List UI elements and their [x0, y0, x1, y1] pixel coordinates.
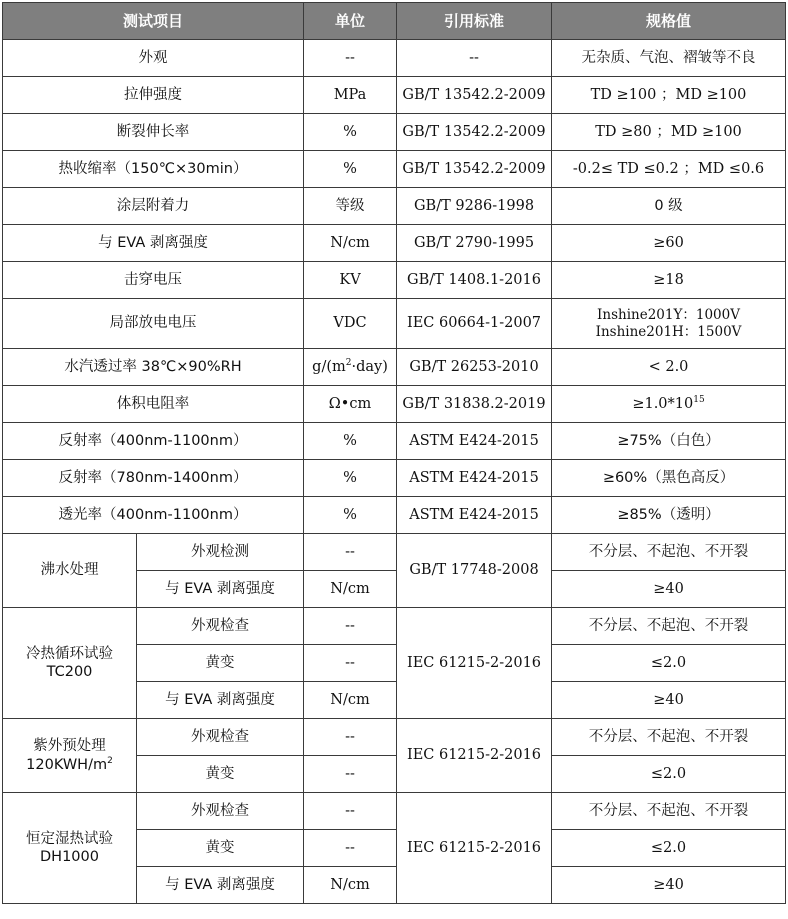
standard-cell: ASTM E424-2015	[397, 497, 552, 534]
group-name-text: 120KWH/m	[26, 756, 108, 773]
item-cell: 拉伸强度	[3, 77, 304, 114]
table-row	[3, 225, 786, 262]
spec-cell: ≤2.0	[552, 756, 786, 793]
group-name-cell	[3, 719, 137, 793]
spec-text: ≥1.0*10	[632, 395, 694, 412]
table-row	[3, 151, 786, 188]
spec-cell: ≥75%（白色）	[552, 423, 786, 460]
spec-cell: TD ≥80 ；MD ≥100	[552, 114, 786, 151]
spec-cell	[552, 386, 786, 423]
standard-cell: GB/T 17748-2008	[397, 534, 552, 608]
standard-cell: IEC 61215-2-2016	[397, 719, 552, 793]
sub-item-cell: 外观检查	[137, 608, 304, 645]
sub-item-cell: 外观检测	[137, 534, 304, 571]
spec-cell: < 2.0	[552, 349, 786, 386]
item-cell: 局部放电电压	[3, 299, 304, 349]
group-name-cell: 沸水处理	[3, 534, 137, 608]
item-cell: 断裂伸长率	[3, 114, 304, 151]
spec-cell: 无杂质、气泡、褶皱等不良	[552, 40, 786, 77]
sub-item-cell: 与 EVA 剥离强度	[137, 867, 304, 904]
spec-cell	[552, 299, 786, 349]
table-row	[3, 386, 786, 423]
table-row	[3, 299, 786, 349]
item-cell: 外观	[3, 40, 304, 77]
standard-cell: IEC 60664-1-2007	[397, 299, 552, 349]
item-cell: 透光率（400nm-1100nm）	[3, 497, 304, 534]
standard-cell: IEC 61215-2-2016	[397, 793, 552, 904]
unit-cell: %	[304, 497, 397, 534]
table-row	[3, 608, 786, 645]
spec-cell: ≥40	[552, 682, 786, 719]
sub-item-cell: 与 EVA 剥离强度	[137, 571, 304, 608]
unit-cell: VDC	[304, 299, 397, 349]
item-cell: 与 EVA 剥离强度	[3, 225, 304, 262]
spec-cell: ≥60	[552, 225, 786, 262]
sub-item-cell: 黄变	[137, 756, 304, 793]
sub-item-cell: 外观检查	[137, 719, 304, 756]
table-row	[3, 349, 786, 386]
spec-cell: 不分层、不起泡、不开裂	[552, 534, 786, 571]
unit-cell: N/cm	[304, 571, 397, 608]
spec-cell: ≤2.0	[552, 830, 786, 867]
item-cell: 反射率（780nm-1400nm）	[3, 460, 304, 497]
unit-cell: MPa	[304, 77, 397, 114]
superscript: 15	[693, 395, 705, 406]
standard-cell: GB/T 9286-1998	[397, 188, 552, 225]
header-standard: 引用标准	[397, 3, 552, 40]
standard-cell: IEC 61215-2-2016	[397, 608, 552, 719]
unit-cell: %	[304, 460, 397, 497]
standard-cell: GB/T 26253-2010	[397, 349, 552, 386]
standard-cell: GB/T 31838.2-2019	[397, 386, 552, 423]
group-name-cell	[3, 793, 137, 904]
unit-cell: --	[304, 645, 397, 682]
spec-cell: ≥40	[552, 867, 786, 904]
unit-cell	[304, 349, 397, 386]
standard-cell: GB/T 1408.1-2016	[397, 262, 552, 299]
spec-cell: ≤2.0	[552, 645, 786, 682]
unit-cell: KV	[304, 262, 397, 299]
spec-cell: 不分层、不起泡、不开裂	[552, 608, 786, 645]
unit-text: ·day)	[351, 358, 388, 375]
table-row	[3, 497, 786, 534]
standard-cell: GB/T 13542.2-2009	[397, 151, 552, 188]
superscript: 2	[345, 358, 352, 369]
superscript: 2	[107, 755, 113, 766]
unit-text: g/(m	[312, 358, 346, 375]
unit-cell: 等级	[304, 188, 397, 225]
item-cell: 水汽透过率 38℃×90%RH	[3, 349, 304, 386]
unit-cell: --	[304, 756, 397, 793]
unit-cell: %	[304, 114, 397, 151]
group-name-line: 紫外预处理	[33, 738, 106, 755]
spec-cell: TD ≥100 ；MD ≥100	[552, 77, 786, 114]
table-row	[3, 188, 786, 225]
group-name-line: 恒定湿热试验	[26, 830, 113, 847]
standard-cell: ASTM E424-2015	[397, 423, 552, 460]
standard-cell: GB/T 13542.2-2009	[397, 77, 552, 114]
item-cell: 击穿电压	[3, 262, 304, 299]
group-name-cell	[3, 608, 137, 719]
spec-cell: ≥60%（黑色高反）	[552, 460, 786, 497]
table-row	[3, 77, 786, 114]
unit-cell: --	[304, 534, 397, 571]
unit-cell: N/cm	[304, 682, 397, 719]
unit-cell: N/cm	[304, 225, 397, 262]
item-cell: 反射率（400nm-1100nm）	[3, 423, 304, 460]
sub-item-cell: 与 EVA 剥离强度	[137, 682, 304, 719]
table-row	[3, 40, 786, 77]
unit-cell: %	[304, 423, 397, 460]
unit-cell: --	[304, 830, 397, 867]
table-row	[3, 423, 786, 460]
header-spec-value: 规格值	[552, 3, 786, 40]
spec-line: Inshine201Y：1000V	[597, 306, 740, 323]
table-row	[3, 719, 786, 756]
spec-cell: 不分层、不起泡、不开裂	[552, 793, 786, 830]
sub-item-cell: 外观检查	[137, 793, 304, 830]
spec-cell: 不分层、不起泡、不开裂	[552, 719, 786, 756]
standard-cell: ASTM E424-2015	[397, 460, 552, 497]
item-cell: 涂层附着力	[3, 188, 304, 225]
unit-cell: --	[304, 608, 397, 645]
table-row	[3, 262, 786, 299]
group-name-line	[5, 756, 134, 774]
spec-cell: ≥18	[552, 262, 786, 299]
unit-cell: --	[304, 719, 397, 756]
unit-cell: %	[304, 151, 397, 188]
item-cell: 体积电阻率	[3, 386, 304, 423]
header-test-item: 测试项目	[3, 3, 304, 40]
standard-cell: GB/T 13542.2-2009	[397, 114, 552, 151]
group-name-line: DH1000	[40, 849, 99, 865]
spec-table	[2, 2, 786, 904]
spec-cell: -0.2≤ TD ≤0.2 ；MD ≤0.6	[552, 151, 786, 188]
table-row	[3, 534, 786, 571]
group-name-line: TC200	[46, 664, 93, 680]
unit-cell: N/cm	[304, 867, 397, 904]
spec-cell: 0 级	[552, 188, 786, 225]
sub-item-cell: 黄变	[137, 645, 304, 682]
unit-cell: --	[304, 40, 397, 77]
table-row	[3, 460, 786, 497]
unit-cell: --	[304, 793, 397, 830]
spec-cell: ≥85%（透明）	[552, 497, 786, 534]
spec-cell: ≥40	[552, 571, 786, 608]
unit-cell: Ω•cm	[304, 386, 397, 423]
header-unit: 单位	[304, 3, 397, 40]
spec-line: Inshine201H：1500V	[595, 323, 742, 340]
table-row	[3, 793, 786, 830]
group-name-line: 冷热循环试验	[26, 645, 113, 662]
standard-cell: --	[397, 40, 552, 77]
table-row	[3, 114, 786, 151]
item-cell: 热收缩率（150℃×30min）	[3, 151, 304, 188]
standard-cell: GB/T 2790-1995	[397, 225, 552, 262]
sub-item-cell: 黄变	[137, 830, 304, 867]
